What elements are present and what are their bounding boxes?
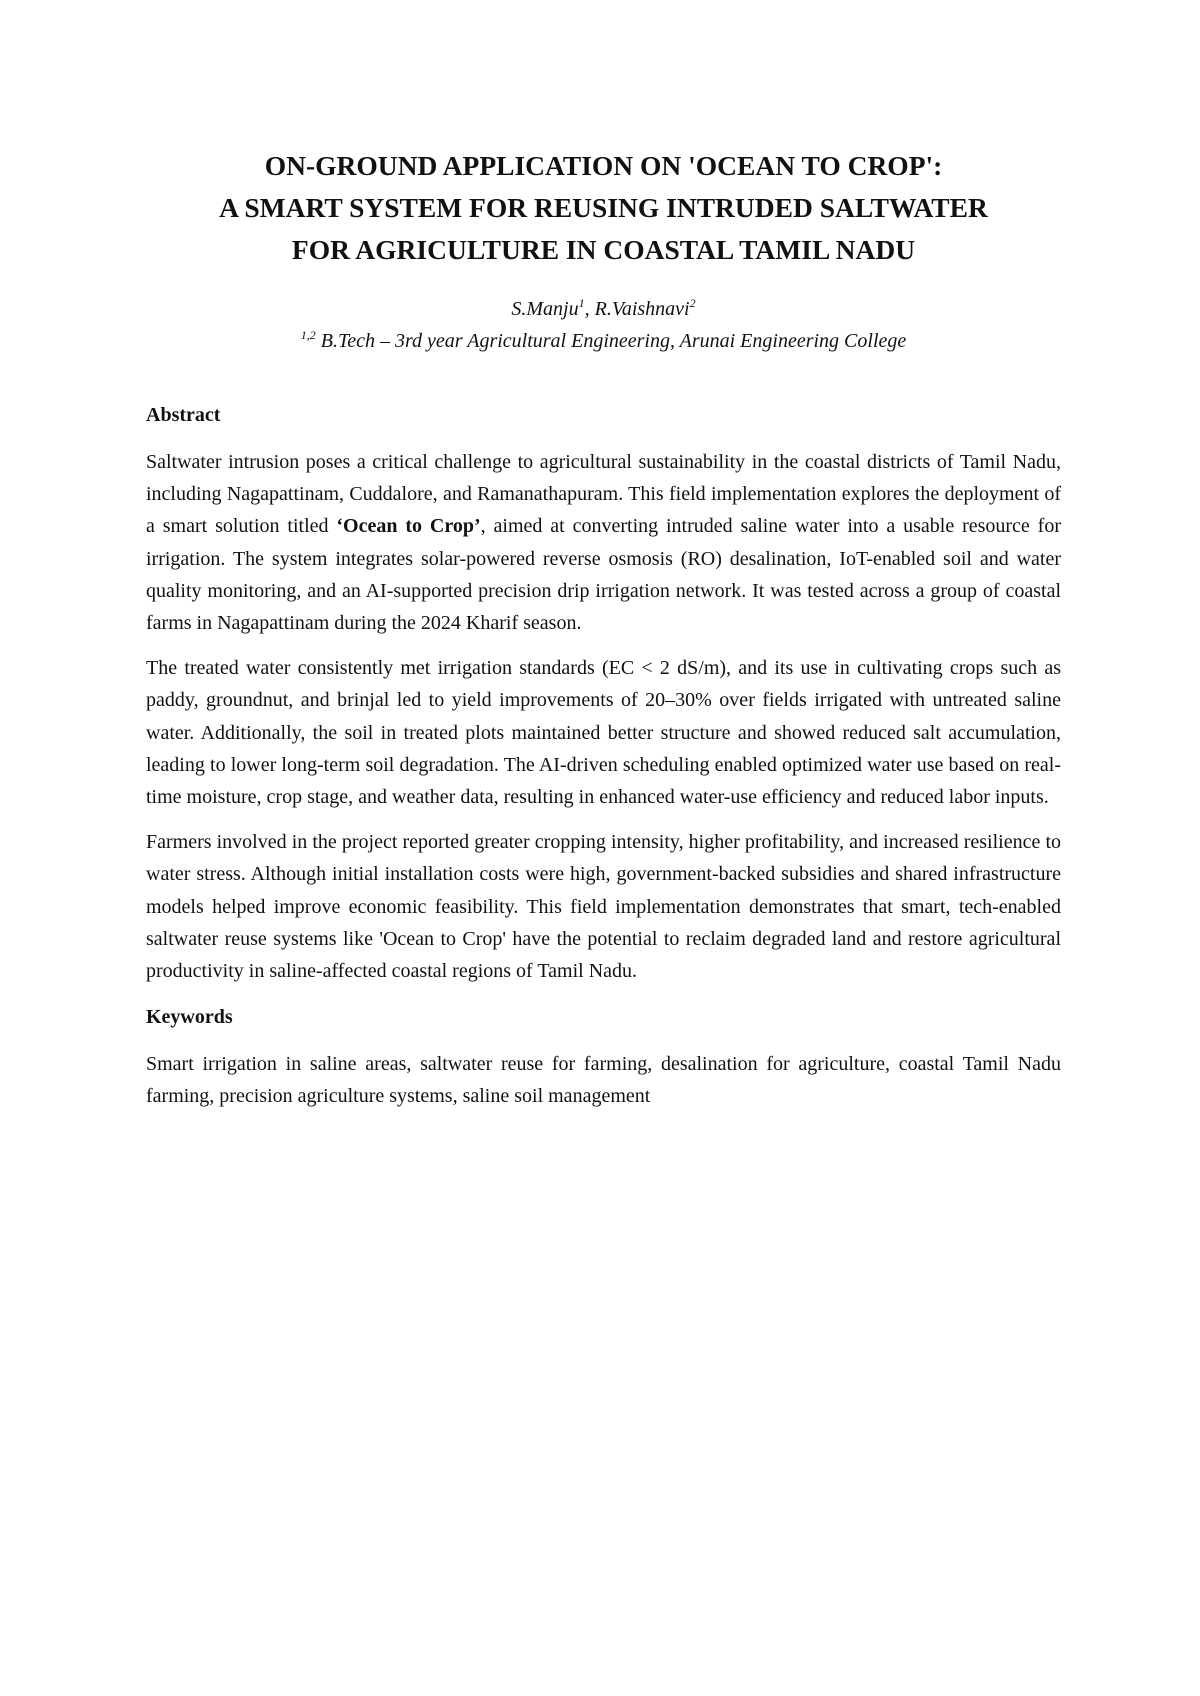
author-2: R.Vaishnavi [594,298,690,320]
author-line [146,293,1061,325]
abstract-p1-end: , aimed at converting intruded saline water into a usable resource for irrigation. The system integrates solar-powered reverse osmosis (RO) desalination, IoT-enabled soil and water quality monitoring, and an AI-supported precision drip irrigation network. It was tested across a group of coastal farms in Nagapattinam during the 2024 Kharif season. [146,515,1062,635]
affiliation-line [146,325,1061,357]
author-1-affiliation-mark: 1 [578,296,585,310]
paper-page [146,145,1061,1113]
abstract-heading: Abstract [146,404,221,426]
system-name-emphasis: ‘Ocean to Crop’ [336,515,481,538]
paper-title [146,145,1061,271]
abstract-paragraph-1 [146,446,1061,639]
keywords-heading: Keywords [146,1006,233,1029]
abstract-p1-start: Saltwater intrusion poses a critical challenge to agricultural sustainability in the coastal districts of Tamil Nadu, including Nagapattinam, Cuddalore, and Ramanathapuram. This field implementation explores the deployment of a smart solution titled [146,451,1061,538]
title-line-2: A SMART SYSTEM FOR REUSING INTRUDED SALTWATER [219,192,988,223]
author-2-affiliation-mark: 2 [689,296,696,310]
affiliation-mark: 1,2 [300,328,316,342]
abstract-paragraph-2: The treated water consistently met irrigation standards (EC < 2 dS/m), and its use in cultivating crops such as paddy, groundnut, and brinjal led to yield improvements of 20–30% over fields irrigated with untreated saline water. Additionally, the soil in treated plots maintained better structure and showed reduced salt accumulation, leading to lower long-term soil degradation. The AI-driven scheduling enabled optimized water use based on real-time moisture, crop stage, and weather data, resulting in enhanced water-use efficiency and reduced labor inputs. [146,657,1061,809]
keywords-text: Smart irrigation in saline areas, saltwater reuse for farming, desalination for agriculture, coastal Tamil Nadu farming, precision agriculture systems, saline soil management [146,1053,1061,1108]
title-line-3: FOR AGRICULTURE IN COASTAL TAMIL NADU [291,234,916,265]
author-separator: , [584,298,595,320]
title-line-1: ON-GROUND APPLICATION ON 'OCEAN TO CROP': [264,150,943,181]
author-1: S.Manju [511,298,579,320]
abstract-paragraph-3: Farmers involved in the project reported greater cropping intensity, higher profitability, and increased resilience to water stress. Although initial installation costs were high, government-backed subsidies and shared infrastructure models helped improve economic feasibility. This field implementation demonstrates that smart, tech-enabled saltwater reuse systems like 'Ocean to Crop' have the potential to reclaim degraded land and restore agricultural productivity in saline-affected coastal regions of Tamil Nadu. [146,831,1061,983]
affiliation-text: B.Tech – 3rd year Agricultural Engineering, Arunai Engineering College [315,330,907,352]
